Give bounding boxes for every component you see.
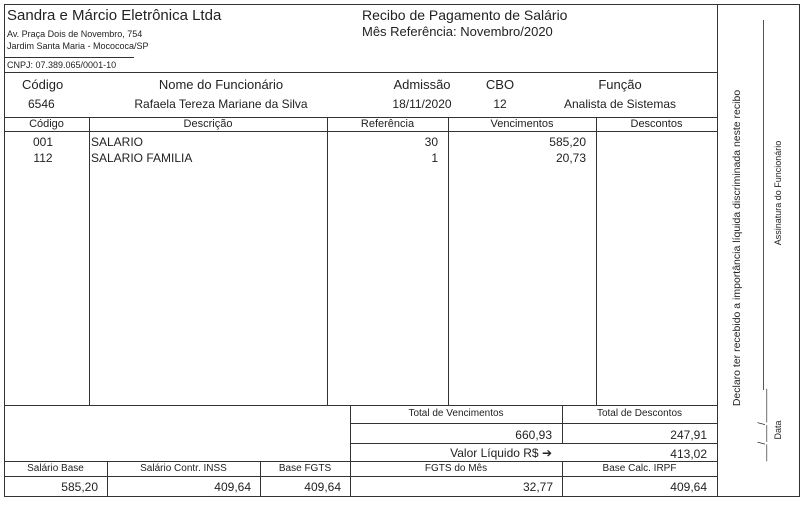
receipt-title: Recibo de Pagamento de Salário xyxy=(362,7,568,23)
total-earnings-label: Total de Vencimentos xyxy=(408,408,504,419)
inss-base-label: Salário Contr. INSS xyxy=(140,463,227,474)
admission-label: Admissão xyxy=(393,77,451,92)
date-blank: ___/___/______ xyxy=(757,388,768,462)
employee-code-label: Código xyxy=(22,77,64,92)
row-1-code: 001 xyxy=(32,135,54,149)
irpf-base-value: 409,64 xyxy=(670,480,707,494)
table-header-bottom xyxy=(4,131,717,132)
stub-divider xyxy=(717,4,718,497)
salary-base-label: Salário Base xyxy=(27,463,84,474)
row-2-description: SALARIO FAMILIA xyxy=(91,151,193,165)
col-header-deductions: Descontos xyxy=(630,118,683,130)
bases-top xyxy=(4,461,717,462)
date-label: Data xyxy=(773,420,783,440)
row-1-description: SALARIO xyxy=(91,135,144,149)
role-label: Função xyxy=(598,77,642,92)
cbo-value: 12 xyxy=(493,97,507,111)
employee-name: Rafaela Tereza Mariane da Silva xyxy=(134,97,308,111)
totals-top xyxy=(4,405,717,406)
signature-line xyxy=(763,20,764,390)
role-value: Analista de Sistemas xyxy=(563,97,677,111)
total-deductions-value: 247,91 xyxy=(670,428,707,442)
signature-label: Assinatura do Funcionário xyxy=(773,140,783,246)
bases-mid xyxy=(4,476,717,477)
col-header-description: Descrição xyxy=(183,118,233,130)
fgts-base-value: 409,64 xyxy=(304,480,341,494)
company-address-1: Av. Praça Dois de Novembro, 754 xyxy=(7,29,143,39)
cbo-label: CBO xyxy=(485,77,515,92)
totals-mid xyxy=(350,423,717,424)
row-1-earnings: 585,20 xyxy=(549,135,586,149)
total-earnings-value: 660,93 xyxy=(515,428,552,442)
reference-month-label: Mês Referência: xyxy=(362,24,457,39)
total-deductions-label: Total de Descontos xyxy=(596,408,683,419)
net-value-label: Valor Líquido R$ ➔ xyxy=(450,446,552,460)
receipt-declaration: Declaro ter recebido a importância líquida discriminada neste recibo xyxy=(731,89,743,407)
company-cnpj: CNPJ: 07.389.065/0001-10 xyxy=(7,60,117,70)
admission-date: 18/11/2020 xyxy=(392,97,452,111)
reference-month xyxy=(362,24,553,39)
row-1-reference: 30 xyxy=(424,135,438,149)
header-divider xyxy=(4,72,717,73)
employee-name-label: Nome do Funcionário xyxy=(158,77,284,92)
col-sep-4 xyxy=(596,117,597,405)
irpf-base-label: Base Calc. IRPF xyxy=(602,463,677,474)
inss-base-value: 409,64 xyxy=(214,480,251,494)
row-2-earnings: 20,73 xyxy=(555,151,586,165)
col-header-earnings: Vencimentos xyxy=(490,118,554,130)
fgts-base-label: Base FGTS xyxy=(278,463,332,474)
salary-base-value: 585,20 xyxy=(61,480,98,494)
employee-code: 6546 xyxy=(28,97,55,111)
company-cnpj-line xyxy=(4,57,134,58)
net-top xyxy=(350,443,717,444)
col-header-code: Código xyxy=(29,118,64,130)
row-2-code: 112 xyxy=(33,151,53,165)
row-2-reference: 1 xyxy=(431,151,438,165)
reference-month-value: Novembro/2020 xyxy=(460,24,553,39)
fgts-month-label: FGTS do Mês xyxy=(424,463,488,474)
company-address-2: Jardim Santa Maria - Mocococa/SP xyxy=(7,41,149,51)
company-name: Sandra e Márcio Eletrônica Ltda xyxy=(7,7,222,24)
col-sep-1 xyxy=(89,117,90,405)
fgts-month-value: 32,77 xyxy=(522,480,553,494)
col-header-reference: Referência xyxy=(360,118,415,130)
net-value: 413,02 xyxy=(670,447,707,461)
